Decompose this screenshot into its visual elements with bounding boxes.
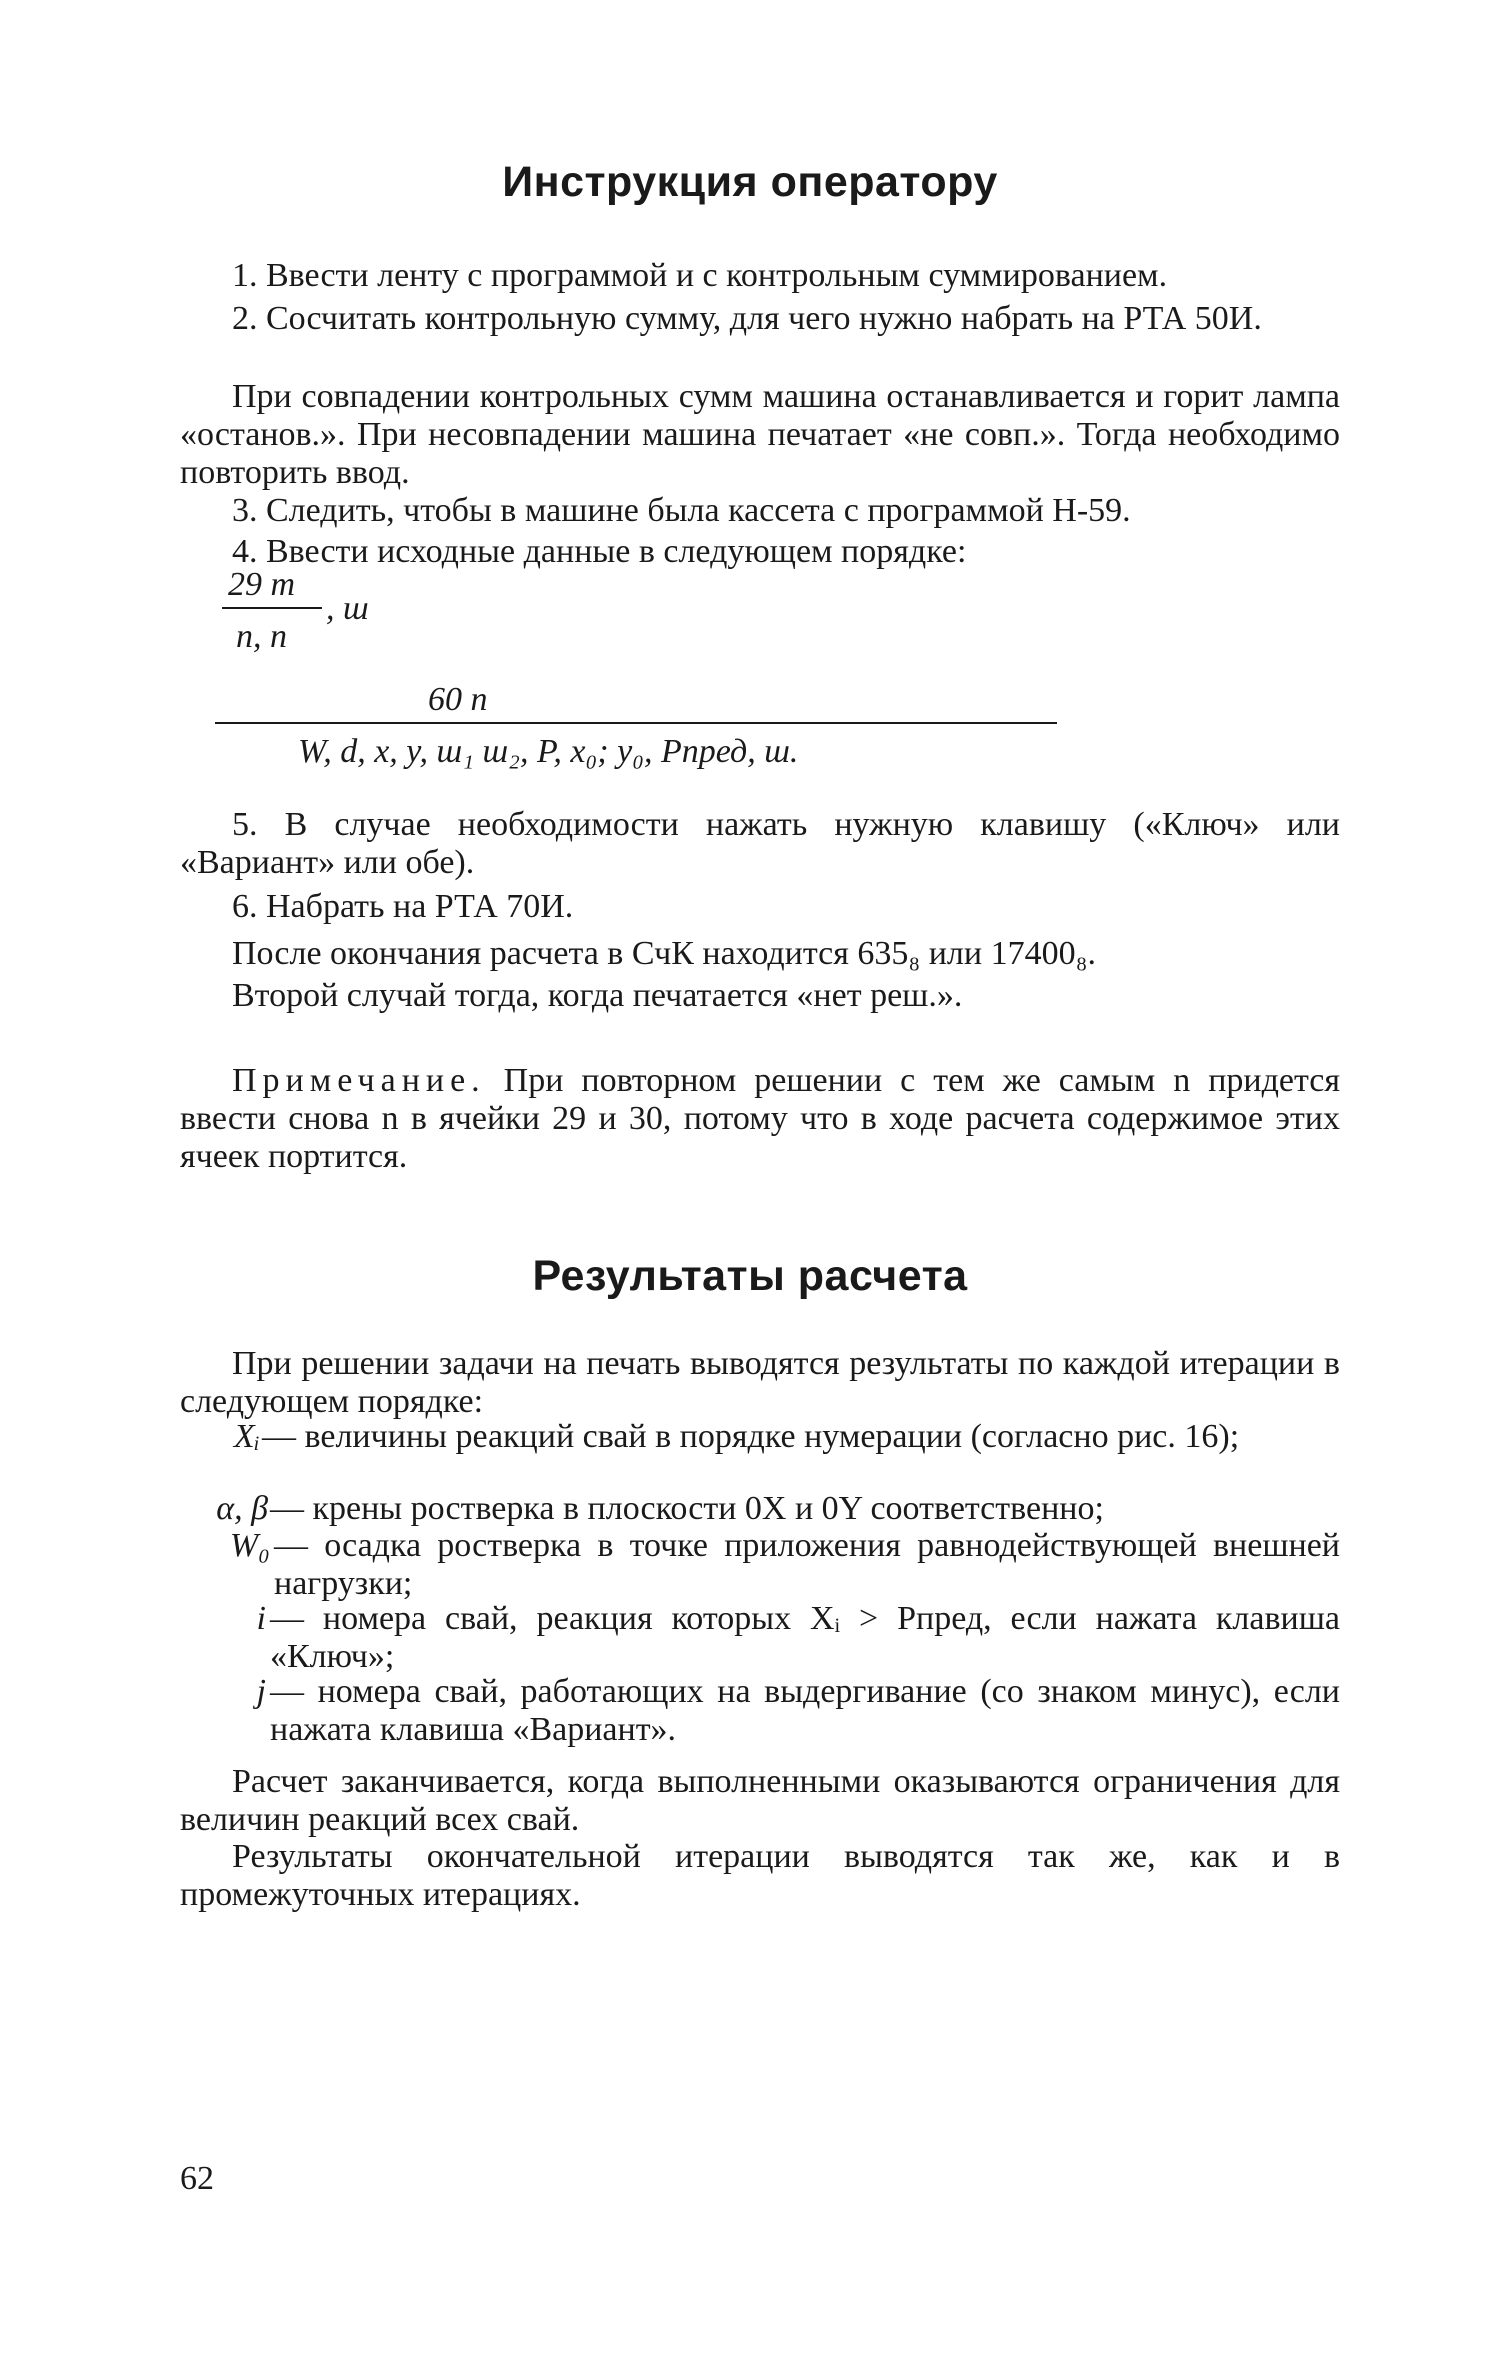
definition-x-i: — величины реакций свай в порядке нумерации (согласно рис. 16); <box>262 1418 1240 1455</box>
paragraph-final-iteration: Результаты окончательной итерации выводятся так же, как и в промежуточных итерациях. <box>180 1838 1340 1913</box>
paragraph-calc-end: Расчет заканчивается, когда выполненными оказываются ограничения для величин реакций всех свай. <box>180 1763 1340 1838</box>
section-title-instructions: Инструкция оператору <box>502 158 998 206</box>
page-number: 62 <box>180 2160 214 2197</box>
term-i: i <box>256 1600 266 1637</box>
definition-alpha-beta: — крены ростверка в плоскости 0X и 0Y соответственно; <box>270 1490 1104 1527</box>
definition-w0: — осадка ростверка в точке приложения равнодействующей внешней нагрузки; <box>274 1527 1340 1602</box>
formula-1-side: , ш <box>326 590 369 627</box>
paragraph-step-6: 6. Набрать на РТА 70И. <box>232 888 574 925</box>
formula-1-denominator: n, n <box>236 618 287 655</box>
formula-1-numerator: 29 m <box>228 566 296 603</box>
term-alpha-beta: α, β <box>216 1490 268 1527</box>
term-x-i: Xᵢ <box>233 1418 260 1455</box>
paragraph-second-case: Второй случай тогда, когда печатается «нет реш.». <box>232 977 963 1014</box>
term-j: j <box>256 1673 266 1710</box>
formula-2-numerator: 60 n <box>428 681 488 718</box>
definition-i: — номера свай, реакция которых Xᵢ > Pпред, если нажата клавиша «Ключ»; <box>270 1600 1340 1675</box>
formula-2-fraction-bar <box>215 722 1057 724</box>
paragraph-step-2: 2. Сосчитать контрольную сумму, для чего нужно набрать на РТА 50И. <box>232 300 1262 337</box>
paragraph-step-1: 1. Ввести ленту с программой и с контрольным суммированием. <box>232 257 1168 294</box>
term-w0: W₀ <box>229 1527 270 1564</box>
paragraph-step-5: 5. В случае необходимости нажать нужную клавишу («Ключ» или «Вариант» или обе). <box>180 806 1340 881</box>
formula-1-fraction-bar <box>222 607 322 609</box>
formula-2-denominator: W, d, x, y, ш₁ ш₂, P, x₀; y₀, Pпред, ш. <box>298 733 799 770</box>
note-label: Примечание. <box>232 1062 486 1099</box>
results-intro: При решении задачи на печать выводятся результаты по каждой итерации в следующем порядке: <box>180 1345 1340 1420</box>
section-title-results: Результаты расчета <box>532 1252 968 1300</box>
note-paragraph <box>180 1062 1340 1176</box>
paragraph-checksum: При совпадении контрольных сумм машина останавливается и горит лампа «останов.». При несовпадении машина печатает «не совп.». Тогда необходимо повторить ввод. <box>180 378 1340 491</box>
paragraph-step-4: 4. Ввести исходные данные в следующем порядке: <box>232 533 967 570</box>
paragraph-after-calc: После окончания расчета в СчК находится 635₈ или 17400₈. <box>232 935 1096 972</box>
definition-j: — номера свай, работающих на выдергивание (со знаком минус), если нажата клавиша «Вариант». <box>270 1673 1340 1748</box>
paragraph-step-3: 3. Следить, чтобы в машине была кассета с программой Н-59. <box>232 492 1131 529</box>
note-text: При повторном решении с тем же самым n придется ввести снова n в ячейки 29 и 30, потому что в ходе расчета содержимое этих ячеек портится. <box>180 1062 1340 1175</box>
